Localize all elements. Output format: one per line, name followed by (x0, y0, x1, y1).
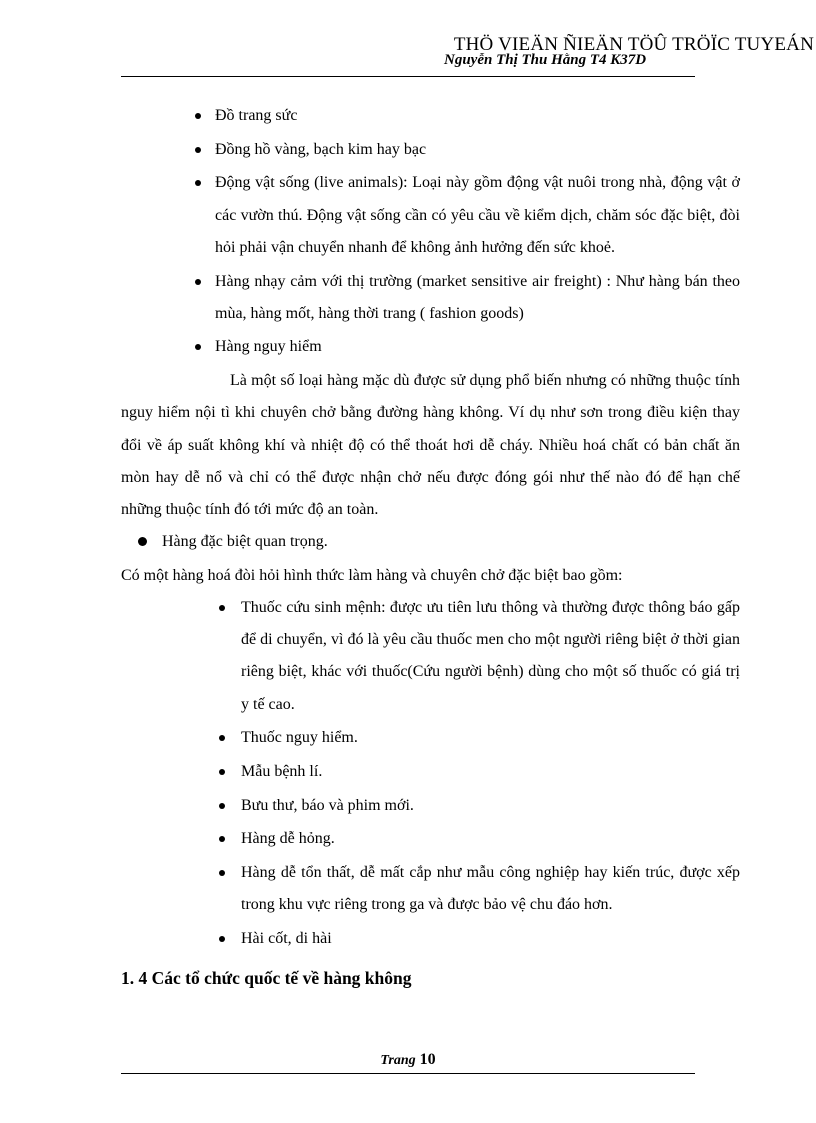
body-text (121, 100, 740, 994)
list-item: Hàng dễ tổn thất, dễ mất cắp như mẫu công nghiệp hay kiến trúc, được xếp trong khu vực riêng trong ga và được bảo vệ chu đáo hơn. (241, 857, 740, 921)
page-number: 10 (419, 1051, 436, 1068)
bullet-list-special-items (121, 592, 740, 955)
page-footer (121, 1051, 695, 1069)
paragraph-dangerous-goods: Là một số loại hàng mặc dù được sử dụng phổ biến nhưng có những thuộc tính nguy hiểm nội tì khi chuyên chở bằng đường hàng không. Ví dụ như sơn trong điều kiện thay đổi về áp suất không khí và nhiệt độ có thể thoát hơi dễ cháy. Nhiều hoá chất có bản chất ăn mòn hay dễ nổ và chỉ có thể được nhận chở nếu được đóng gói như thế nào đó để hạn chế những thuộc tính đó tới mức độ an toàn. (121, 372, 740, 518)
list-item: Đồng hồ vàng, bạch kim hay bạc (215, 134, 740, 166)
paragraph-special-goods: Có một hàng hoá đòi hỏi hình thức làm hàng và chuyên chở đặc biệt bao gồm: (121, 566, 623, 584)
list-item: Thuốc nguy hiểm. (241, 722, 740, 754)
list-item: Hài cốt, di hài (241, 923, 740, 955)
section-heading: 1. 4 Các tổ chức quốc tế về hàng không (121, 968, 412, 989)
header-rule (121, 76, 695, 77)
list-item: Hàng nhạy cảm với thị trường (market sensitive air freight) : Như hàng bán theo mùa, hàng mốt, hàng thời trang ( fashion goods) (215, 266, 740, 330)
list-item: Bưu thư, báo và phim mới. (241, 790, 740, 822)
bullet-list-cargo-types (121, 100, 740, 364)
list-item: Hàng dễ hỏng. (241, 823, 740, 855)
footer-label: Trang (380, 1053, 416, 1068)
header-author: Nguyễn Thị Thu Hằng T4 K37D (444, 52, 647, 68)
list-item: Hàng đặc biệt quan trọng. (162, 526, 740, 558)
list-item: Hàng nguy hiểm (215, 331, 740, 363)
list-item: Mẫu bệnh lí. (241, 756, 740, 788)
list-item: Đồ trang sức (215, 100, 740, 132)
bullet-list-special (121, 526, 740, 558)
footer-rule (121, 1073, 695, 1074)
list-item: Thuốc cứu sinh mệnh: được ưu tiên lưu thông và thường được thông báo gấp để di chuyển, vì đó là yêu cầu thuốc men cho một người riêng biệt ở thời gian riêng biệt, khác với thuốc(Cứu người bệnh) dùng cho một số thuốc có giá trị y tế cao. (241, 592, 740, 721)
header-site-title: THÖ VIEÄN ÑIEÄN TÖÛ TRÖÏC TUYEÁN (453, 34, 814, 55)
list-item: Động vật sống (live animals): Loại này gồm động vật nuôi trong nhà, động vật ở các vườn thú. Động vật sống cần có yêu cầu về kiểm dịch, chăm sóc đặc biệt, đòi hỏi phải vận chuyển nhanh để không ảnh hưởng đến sức khoẻ. (215, 167, 740, 264)
